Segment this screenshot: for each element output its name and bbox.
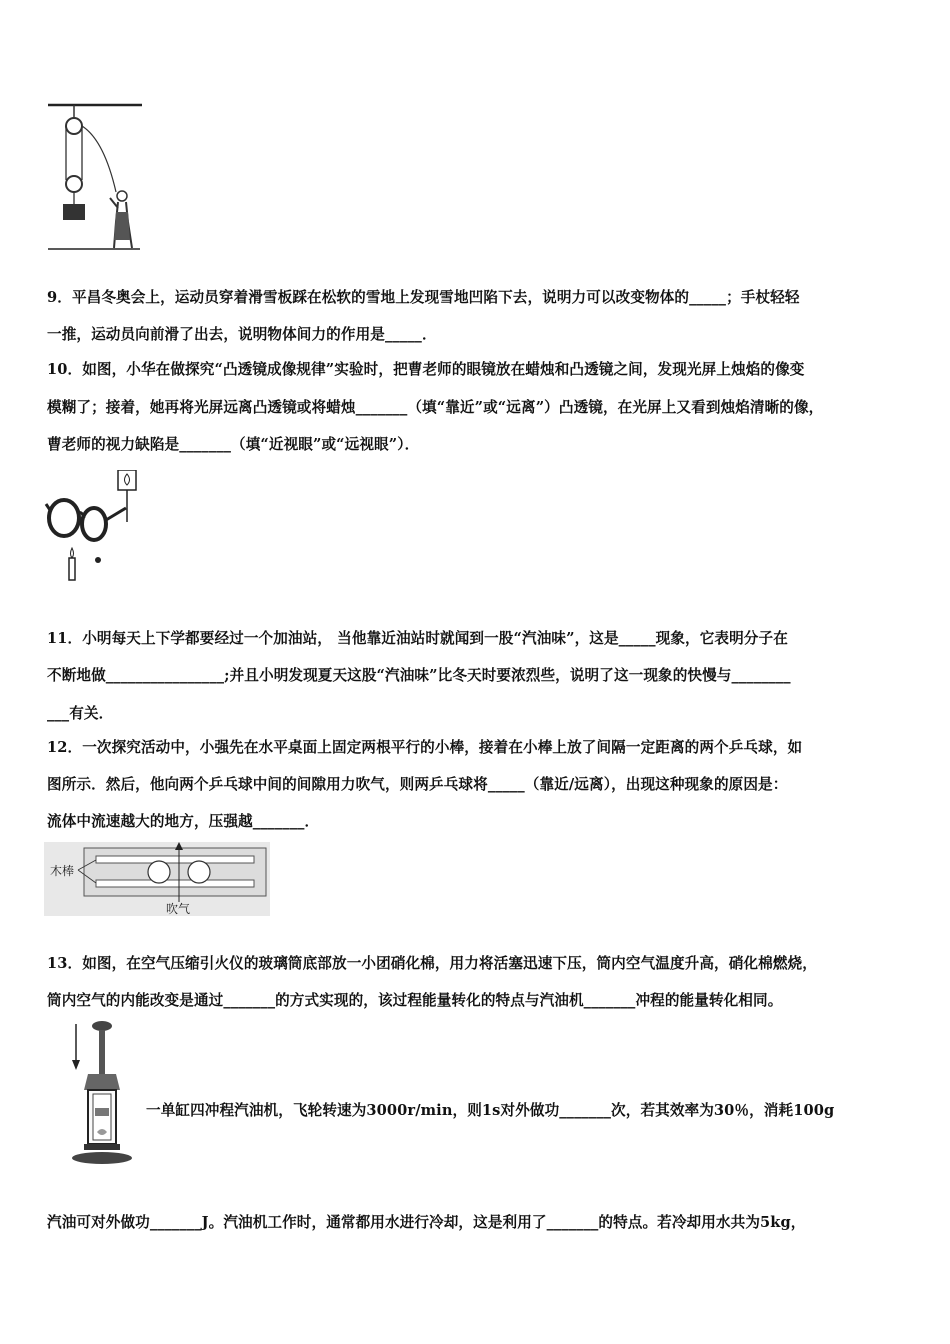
- pulley-figure: [44, 100, 144, 252]
- fire-syringe-figure: [64, 1018, 134, 1168]
- q13-line-1: 13．如图，在空气压缩引火仪的玻璃筒底部放一小团硝化棉，用力将活塞迅速下压，筒内空气温度升高，硝化棉燃烧，: [47, 955, 817, 972]
- q12-line-2: 图所示．然后，他向两个乒乓球中间的间隙用力吹气，则两乒乓球将_____（靠近/远离），出现这种现象的原因是：: [47, 776, 788, 793]
- q11-line-1: 11．小明每天上下学都要经过一个加油站， 当他靠近油站时就闻到一股“汽油味”，这是_____现象，它表明分子在: [47, 630, 788, 647]
- pingpong-figure-drawing: [44, 842, 270, 916]
- q11-line-3: ___有关．: [47, 705, 114, 722]
- q10-line-3: 曹老师的视力缺陷是_______（填“近视眼”或“远视眼”）．: [47, 436, 420, 453]
- q14-line-2: 汽油可对外做功_______J。汽油机工作时，通常都用水进行冷却，这是利用了_______的特点。若冷却用水共为5kg，: [47, 1214, 806, 1231]
- pingpong-figure: [44, 842, 270, 916]
- glasses-candle-figure: [44, 470, 144, 582]
- q10-line-1: 10．如图，小华在做探究“凸透镜成像规律”实验时，把曹老师的眼镜放在蜡烛和凸透镜之间，发现光屏上烛焰的像变: [47, 361, 805, 378]
- q14-line-1: 一单缸四冲程汽油机，飞轮转速为3000r/min，则1s对外做功_______次，若其效率为30％，消耗100g: [146, 1102, 835, 1119]
- q9-line-2: 一推，运动员向前滑了出去，说明物体间力的作用是_____．: [47, 326, 437, 343]
- q12-line-1: 12．一次探究活动中，小强先在水平桌面上固定两根平行的小棒，接着在小棒上放了间隔一定距离的两个乒乓球，如: [47, 739, 803, 756]
- q13-line-2: 筒内空气的内能改变是通过_______的方式实现的，该过程能量转化的特点与汽油机_______冲程的能量转化相同。: [47, 992, 783, 1009]
- q12-line-3: 流体中流速越大的地方，压强越_______．: [47, 813, 320, 830]
- stick-label: 木棒: [50, 864, 75, 878]
- q9-line-1: 9．平昌冬奥会上，运动员穿着滑雪板踩在松软的雪地上发现雪地凹陷下去，说明力可以改变物体的_____；手杖轻轻: [47, 289, 800, 306]
- q10-line-2: 模糊了；接着，她再将光屏远离凸透镜或将蜡烛_______（填“靠近”或“远离”）凸透镜，在光屏上又看到烛焰清晰的像，: [47, 399, 824, 416]
- q11-line-2: 不断地做________________;并且小明发现夏天这股“汽油味”比冬天时要浓烈些，说明了这一现象的快慢与________: [47, 667, 791, 684]
- blow-label: 吹气: [166, 902, 191, 916]
